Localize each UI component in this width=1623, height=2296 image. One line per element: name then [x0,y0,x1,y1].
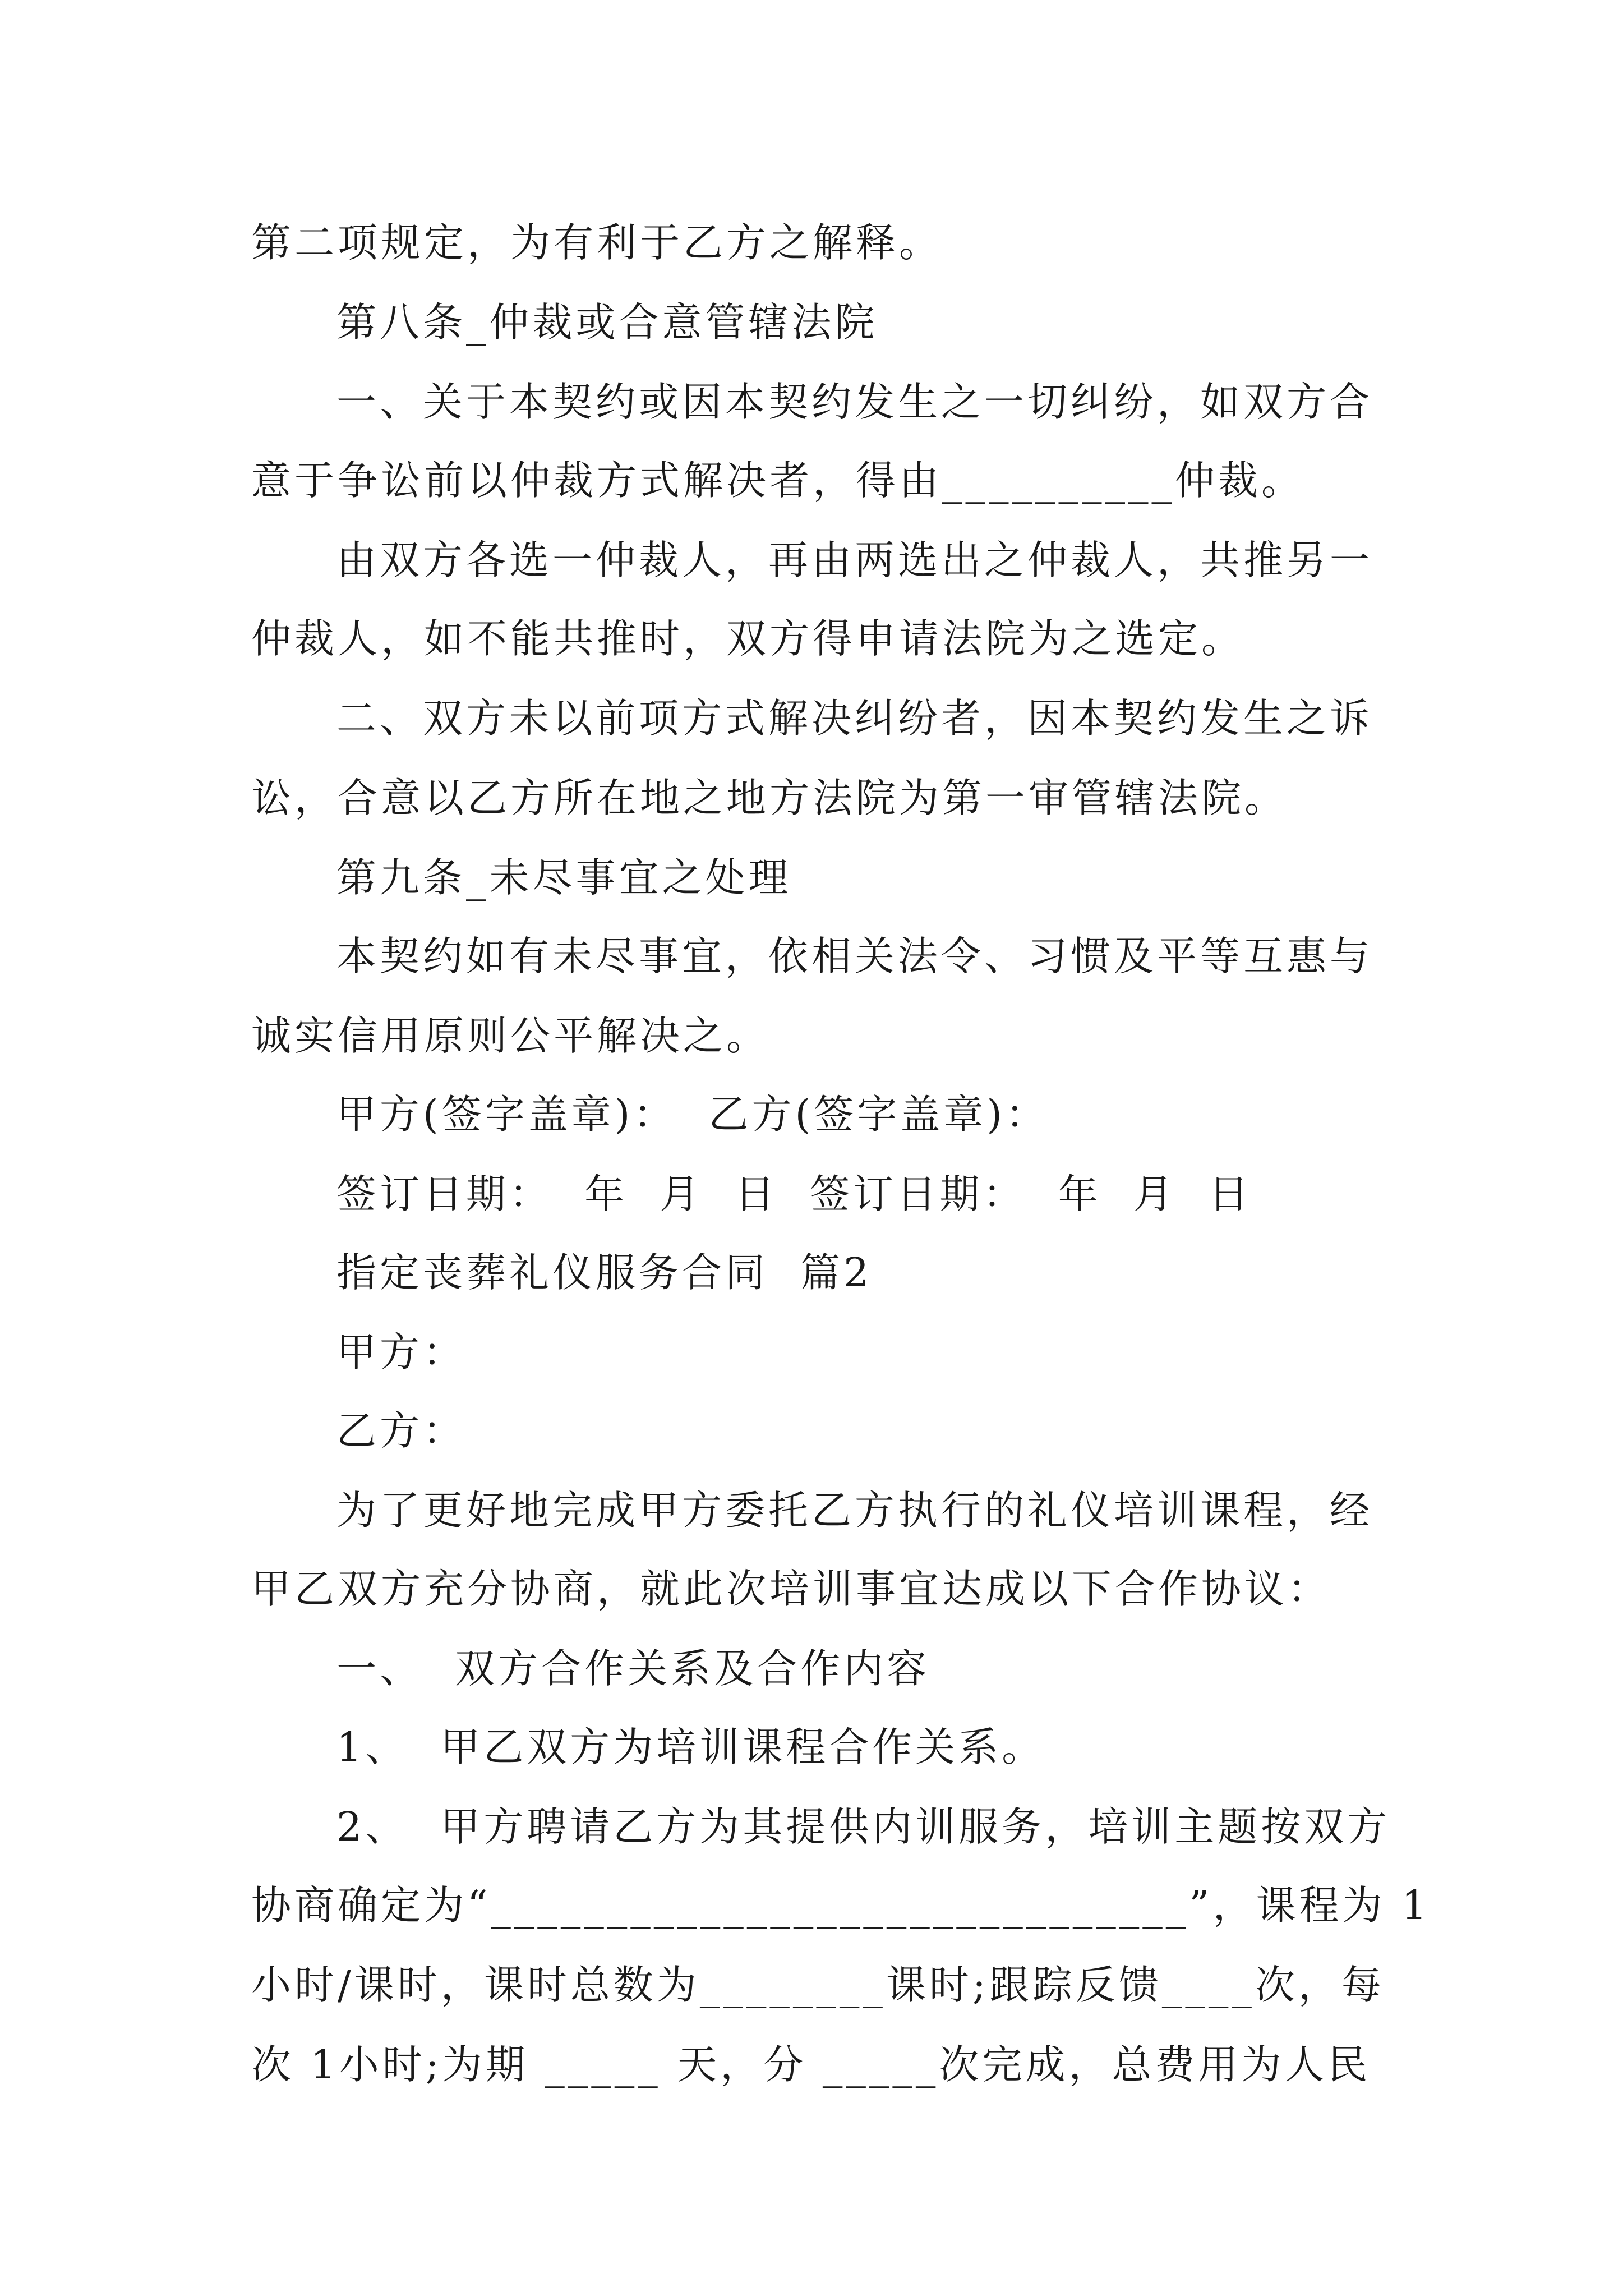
text-line: 次 1小时;为期 _____ 天，分 _____次完成，总费用为人民 [251,2041,1371,2088]
section-heading: 第八条_仲裁或合意管辖法院 [336,299,878,346]
text-line: 诚实信用原则公平解决之。 [251,1013,770,1059]
date-line: 签订日期： 年 月 日 签订日期： 年 月 日 [336,1171,1252,1217]
text-line: 本契约如有未尽事宜，依相关法令、习惯及平等互惠与 [336,933,1373,979]
signature-line: 甲方(签字盖章)： 乙方(签字盖章)： [336,1091,1049,1138]
party-a-label: 甲方： [336,1329,467,1375]
list-item: 1、 甲乙双方为培训课程合作关系。 [336,1724,1045,1770]
text-line: 意于争讼前以仲裁方式解决者，得由__________仲裁。 [251,457,1305,504]
document-title: 指定丧葬礼仪服务合同 篇2 [336,1249,873,1296]
text-line: 讼，合意以乙方所在地之地方法院为第一审管辖法院。 [251,775,1288,821]
text-line: 仲裁人，如不能共推时，双方得申请法院为之选定。 [251,615,1245,662]
section-heading: 一、 双方合作关系及合作内容 [336,1645,930,1692]
text-line: 协商确定为“______________________________”，课程为 1 [251,1882,1431,1929]
list-item: 2、 甲方聘请乙方为其提供内训服务，培训主题按双方 [336,1803,1391,1850]
text-line: 为了更好地完成甲方委托乙方执行的礼仪培训课程，经 [336,1487,1373,1534]
text-line: 二、双方未以前项方式解决纠纷者，因本契约发生之诉 [336,695,1373,742]
text-line: 一、关于本契约或因本契约发生之一切纠纷，如双方合 [336,379,1373,425]
party-b-label: 乙方： [336,1407,467,1454]
text-line: 甲乙双方充分协商，就此次培训事宜达成以下合作协议： [251,1566,1331,1612]
section-heading: 第九条_未尽事宜之处理 [336,854,792,901]
text-line: 小时/课时，课时总数为________课时;跟踪反馈____次，每 [251,1962,1385,2008]
text-line: 第二项规定，为有利于乙方之解释。 [251,219,943,266]
text-line: 由双方各选一仲裁人，再由两选出之仲裁人，共推另一 [336,537,1373,583]
